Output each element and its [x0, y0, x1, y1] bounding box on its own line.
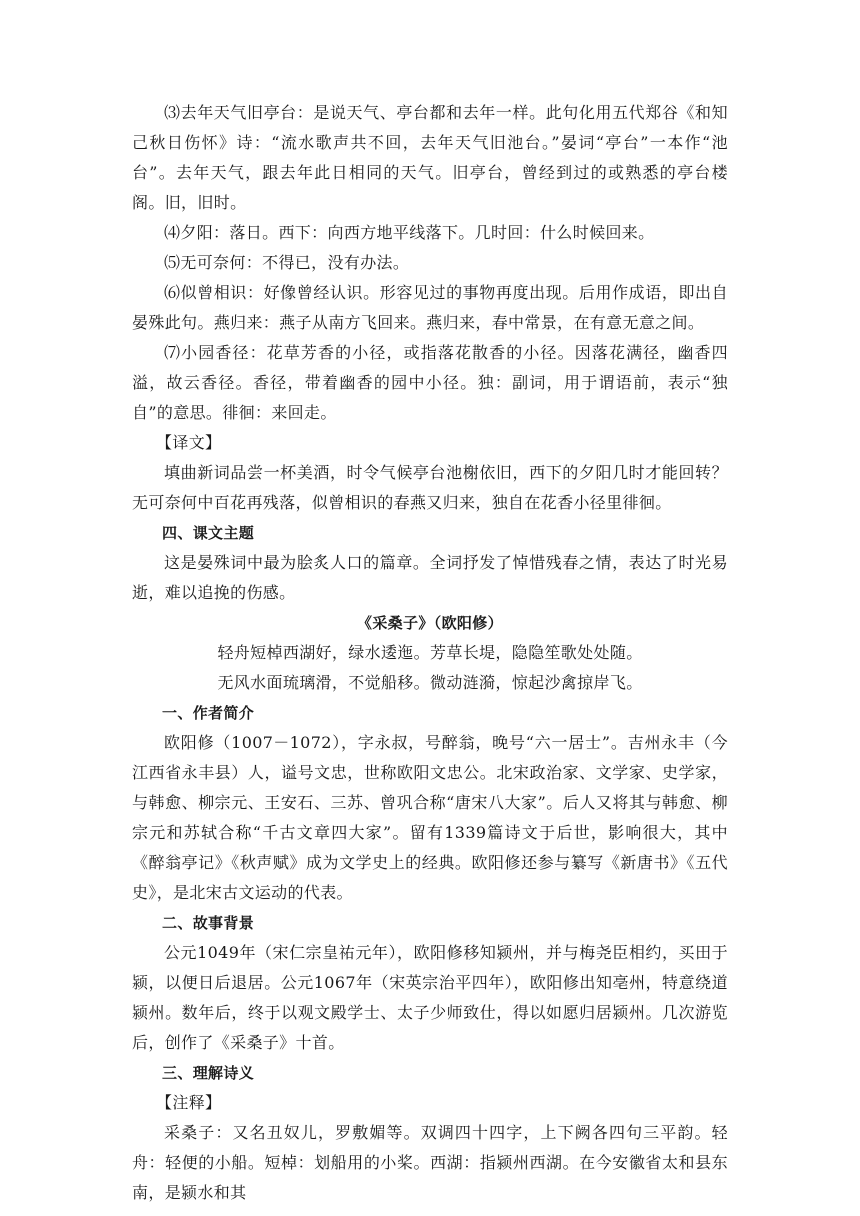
background-text: 公元1049年（宋仁宗皇祐元年），欧阳修移知颍州，并与梅尧臣相约，买田于颍，以便日后退居。公元1067年（宋英宗治平四年），欧阳修出知亳州，特意绕道颍州。数年后，终于以观文殿学士、太子少师致仕，得以如愿归居颍州。几次游览后，创作了《采桑子》十首。	[132, 943, 728, 1052]
document-body	[132, 98, 728, 1208]
note-4: ⑷夕阳：落日。西下：向西方地平线落下。几时回：什么时候回来。	[164, 223, 655, 242]
note-7: ⑺小园香径：花草芳香的小径，或指落花散香的小径。因落花满径，幽香四溢，故云香径。香径，带着幽香的园中小径。独：副词，用于谓语前，表示“独自”的意思。徘徊：来回走。	[132, 343, 728, 422]
translation-label: 【译文】	[156, 433, 222, 452]
poem-title: 《采桑子》（欧阳修）	[356, 614, 503, 632]
poem-line-1: 轻舟短棹西湖好，绿水逶迤。芳草长堤，隐隐笙歌处处随。	[217, 643, 643, 662]
theme-heading: 四、课文主题	[162, 524, 255, 542]
poem-line-2: 无风水面琉璃滑，不觉船移。微动涟漪，惊起沙禽掠岸飞。	[217, 673, 643, 692]
translation-text: 填曲新词品尝一杯美酒，时令气候亭台池榭依旧，西下的夕阳几时才能回转？无可奈何中百花再残落，似曾相识的春燕又归来，独自在花香小径里徘徊。	[132, 463, 728, 512]
notes-text: 采桑子：又名丑奴儿，罗敷媚等。双调四十四字，上下阙各四句三平韵。轻舟：轻便的小船。短棹：划船用的小桨。西湖：指颍州西湖。在今安徽省太和县东南，是颍水和其	[132, 1123, 728, 1202]
theme-text: 这是晏殊词中最为脍炙人口的篇章。全词抒发了悼惜残春之情，表达了时光易逝，难以追挽的伤感。	[132, 553, 728, 602]
note-5: ⑸无可奈何：不得已，没有办法。	[164, 253, 410, 272]
meaning-heading: 三、理解诗义	[162, 1064, 255, 1082]
author-heading: 一、作者简介	[162, 704, 255, 722]
notes-label: 【注释】	[156, 1093, 222, 1112]
note-6: ⑹似曾相识：好像曾经认识。形容见过的事物再度出现。后用作成语，即出自晏殊此句。燕归来：燕子从南方飞回来。燕归来，春中常景，在有意无意之间。	[132, 283, 728, 332]
author-text: 欧阳修（1007－1072），字永叔，号醉翁，晚号“六一居士”。吉州永丰（今江西省永丰县）人，谥号文忠，世称欧阳文忠公。北宋政治家、文学家、史学家，与韩愈、柳宗元、王安石、三苏、曾巩合称“唐宋八大家”。后人又将其与韩愈、柳宗元和苏轼合称“千古文章四大家”。留有1339篇诗文于后世，影响很大，其中《醉翁亭记》《秋声赋》成为文学史上的经典。欧阳修还参与纂写《新唐书》《五代史》，是北宋古文运动的代表。	[132, 733, 728, 902]
background-heading: 二、故事背景	[162, 914, 255, 932]
note-3: ⑶去年天气旧亭台：是说天气、亭台都和去年一样。此句化用五代郑谷《和知己秋日伤怀》诗：“流水歌声共不回，去年天气旧池台。”晏词“亭台”一本作“池台”。去年天气，跟去年此日相同的天气。旧亭台，曾经到过的或熟悉的亭台楼阁。旧，旧时。	[132, 103, 728, 212]
